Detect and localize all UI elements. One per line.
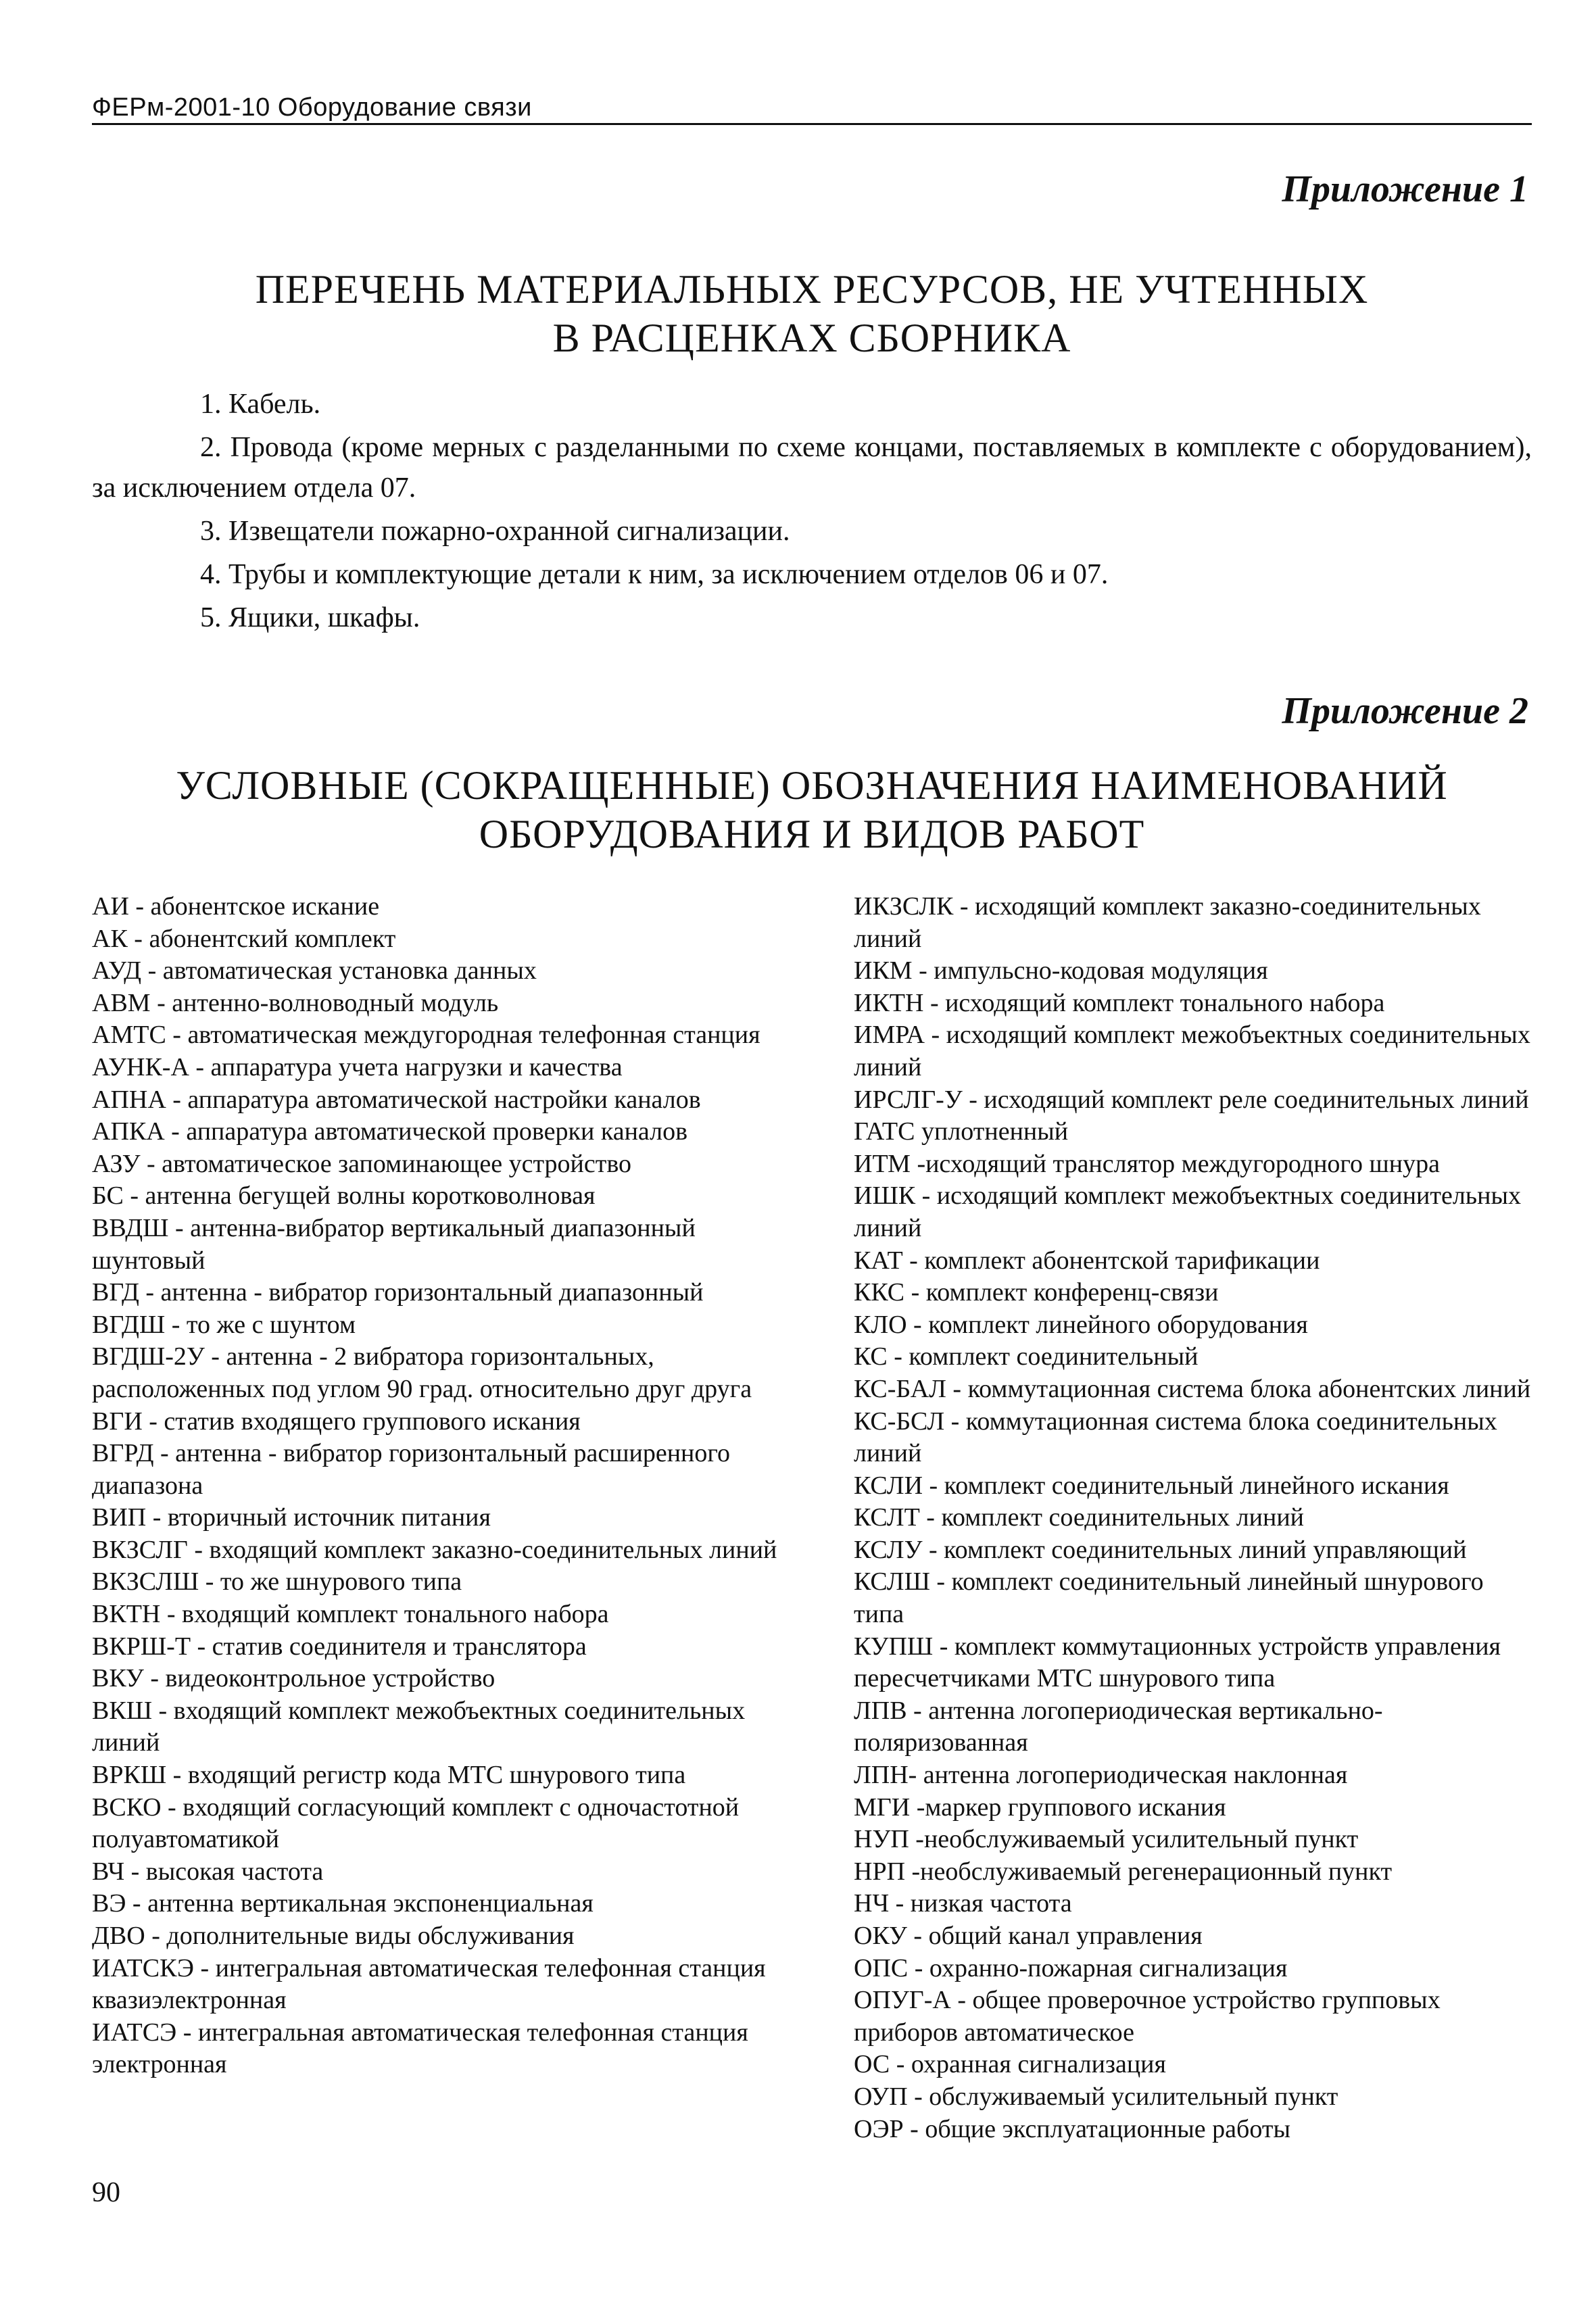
abbreviation-entry: ВКШ - входящий комплект межобъектных соединительных линий — [92, 1696, 746, 1757]
abbreviation-entry: ВКУ - видеоконтрольное устройство — [92, 1664, 495, 1693]
abbreviation-entry: ЛПН- антенна логопериодическая наклонная — [854, 1761, 1348, 1790]
list-item: 4. Трубы и комплектующие детали к ним, за исключением отделов 06 и 07. — [200, 559, 1109, 590]
abbreviation-entry: ИМРА - исходящий комплект межобъектных соединительных линий — [854, 1021, 1530, 1081]
abbreviation-entry: АПНА - аппаратура автоматической настройки каналов — [92, 1085, 701, 1114]
abbreviation-entry: АК - абонентский комплект — [92, 924, 396, 953]
appendix-1-title-line: ПЕРЕЧЕНЬ МАТЕРИАЛЬНЫХ РЕСУРСОВ, НЕ УЧТЕННЫХ — [255, 267, 1369, 312]
abbreviation-entry: ОС - охранная сигнализация — [854, 2050, 1166, 2079]
abbreviation-entry: ВГДШ-2У - антенна - 2 вибратора горизонтальных, расположенных под углом 90 град. относительно друг друга — [92, 1342, 752, 1403]
abbreviation-entry: КСЛШ - комплект соединительный линейный шнурового типа — [854, 1567, 1484, 1629]
abbreviation-entry: ОКУ - общий канал управления — [854, 1922, 1203, 1950]
abbreviation-entry: МГИ -маркер группового искания — [854, 1793, 1226, 1822]
abbreviation-entry: ДВО - дополнительные виды обслуживания — [92, 1922, 575, 1950]
abbreviation-entry: ВЭ - антенна вертикальная экспоненциальная — [92, 1889, 594, 1918]
abbreviation-entry: АУНК-А - аппаратура учета нагрузки и качества — [92, 1052, 623, 1081]
abbreviation-entry: ВВДШ - антенна-вибратор вертикальный диапазонный шунтовый — [92, 1213, 696, 1275]
appendix-1-title-line: В РАСЦЕНКАХ СБОРНИКА — [552, 316, 1071, 360]
abbreviations-left-column — [92, 891, 792, 2081]
abbreviation-entry: ВИП - вторичный источник питания — [92, 1503, 491, 1532]
abbreviation-entry: НЧ - низкая частота — [854, 1889, 1072, 1918]
abbreviation-entry: ВЧ - высокая частота — [92, 1857, 324, 1886]
running-header: ФЕРм-2001-10 Оборудование связи — [92, 93, 532, 122]
abbreviation-entry: ВГД - антенна - вибратор горизонтальный диапазонный — [92, 1278, 704, 1307]
appendix-1-label: Приложение 1 — [1282, 168, 1528, 210]
abbreviation-entry: АЗУ - автоматическое запоминающее устройство — [92, 1149, 632, 1178]
abbreviation-entry: ИШК - исходящий комплект межобъектных соединительных линий — [854, 1181, 1521, 1242]
abbreviation-entry: ИРСЛГ-У - исходящий комплект реле соединительных линий ГАТС уплотненный — [854, 1085, 1529, 1146]
abbreviation-entry: ОЭР - общие эксплуатационные работы — [854, 2114, 1290, 2143]
page-number: 90 — [92, 2177, 120, 2208]
appendix-1-title — [92, 265, 1532, 362]
materials-list — [92, 384, 1532, 641]
appendix-2-title-line: ОБОРУДОВАНИЯ И ВИДОВ РАБОТ — [479, 812, 1145, 856]
abbreviation-entry: ВГДШ - то же с шунтом — [92, 1310, 356, 1339]
abbreviation-entry: АУД - автоматическая установка данных — [92, 956, 537, 985]
abbreviation-entry: ВКЗСЛГ - входящий комплект заказно-соединительных линий — [92, 1535, 777, 1564]
abbreviation-entry: БС - антенна бегущей волны коротковолновая — [92, 1181, 596, 1211]
abbreviation-entry: ИКЗСЛК - исходящий комплект заказно-соединительных линий — [854, 892, 1481, 953]
abbreviation-entry: КСЛУ - комплект соединительных линий управляющий — [854, 1535, 1467, 1564]
abbreviation-entry: АВМ - антенно-волноводный модуль — [92, 988, 499, 1017]
abbreviation-entry: АМТС - автоматическая междугородная телефонная станция — [92, 1021, 760, 1050]
abbreviation-entry: ВКЗСЛШ - то же шнурового типа — [92, 1567, 462, 1597]
header-rule — [92, 123, 1532, 125]
abbreviation-entry: АПКА - аппаратура автоматической проверки каналов — [92, 1117, 688, 1146]
appendix-2-title — [92, 761, 1532, 858]
abbreviation-entry: ВРКШ - входящий регистр кода МТС шнурового типа — [92, 1761, 686, 1790]
abbreviation-entry: КЛО - комплект линейного оборудования — [854, 1310, 1308, 1339]
list-item: 2. Провода (кроме мерных с разделанными по схеме концами, поставляемых в комплекте с оборудованием), за исключением отдела 07. — [92, 432, 1532, 504]
appendix-2-label: Приложение 2 — [1282, 690, 1528, 732]
abbreviation-entry: ВСКО - входящий согласующий комплект с одночастотной полуавтоматикой — [92, 1793, 740, 1854]
abbreviation-entry: ОУП - обслуживаемый усилительный пункт — [854, 2082, 1338, 2111]
abbreviation-entry: КС-БСЛ - коммутационная система блока соединительных линий — [854, 1407, 1497, 1468]
abbreviation-entry: ИАТСЭ - интегральная автоматическая телефонная станция электронная — [92, 2018, 748, 2079]
appendix-2-title-line: УСЛОВНЫЕ (СОКРАЩЕННЫЕ) ОБОЗНАЧЕНИЯ НАИМЕНОВАНИЙ — [176, 763, 1448, 808]
abbreviation-entry: ОПС - охранно-пожарная сигнализация — [854, 1953, 1288, 1982]
abbreviation-entry: ЛПВ - антенна логопериодическая вертикально-поляризованная — [854, 1696, 1383, 1757]
abbreviation-entry: ВКТН - входящий комплект тонального набора — [92, 1600, 609, 1629]
abbreviation-entry: ККС - комплект конференц-связи — [854, 1278, 1219, 1307]
abbreviations-right-column — [854, 891, 1532, 2145]
abbreviation-entry: ИТМ -исходящий транслятор междугородного шнура — [854, 1149, 1441, 1178]
abbreviation-entry: ВКРШ-Т - статив соединителя и транслятора — [92, 1632, 587, 1661]
abbreviation-entry: КСЛТ - комплект соединительных линий — [854, 1503, 1305, 1532]
abbreviation-entry: ОПУГ-А - общее проверочное устройство групповых приборов автоматическое — [854, 1986, 1441, 2047]
abbreviation-entry: ВГИ - статив входящего группового искания — [92, 1407, 581, 1436]
abbreviation-entry: КС-БАЛ - коммутационная система блока абонентских линий — [854, 1374, 1531, 1403]
list-item: 5. Ящики, шкафы. — [200, 602, 420, 633]
abbreviation-entry: ИКМ - импульсно-кодовая модуляция — [854, 956, 1268, 985]
list-item: 3. Извещатели пожарно-охранной сигнализации. — [200, 516, 790, 547]
abbreviation-entry: НРП -необслуживаемый регенерационный пункт — [854, 1857, 1393, 1886]
abbreviation-entry: НУП -необслуживаемый усилительный пункт — [854, 1825, 1359, 1854]
abbreviation-entry: КАТ - комплект абонентской тарификации — [854, 1246, 1320, 1275]
abbreviation-entry: ИКТН - исходящий комплект тонального набора — [854, 988, 1385, 1017]
abbreviation-entry: КУПШ - комплект коммутационных устройств управления пересчетчиками МТС шнурового типа — [854, 1632, 1501, 1693]
abbreviation-entry: ИАТСКЭ - интегральная автоматическая телефонная станция квазиэлектронная — [92, 1953, 766, 2015]
list-item: 1. Кабель. — [200, 389, 321, 420]
abbreviation-entry: КСЛИ - комплект соединительный линейного искания — [854, 1471, 1449, 1500]
abbreviation-entry: ВГРД - антенна - вибратор горизонтальный расширенного диапазона — [92, 1439, 731, 1500]
abbreviation-entry: АИ - абонентское искание — [92, 892, 380, 921]
abbreviation-entry: КС - комплект соединительный — [854, 1342, 1199, 1371]
